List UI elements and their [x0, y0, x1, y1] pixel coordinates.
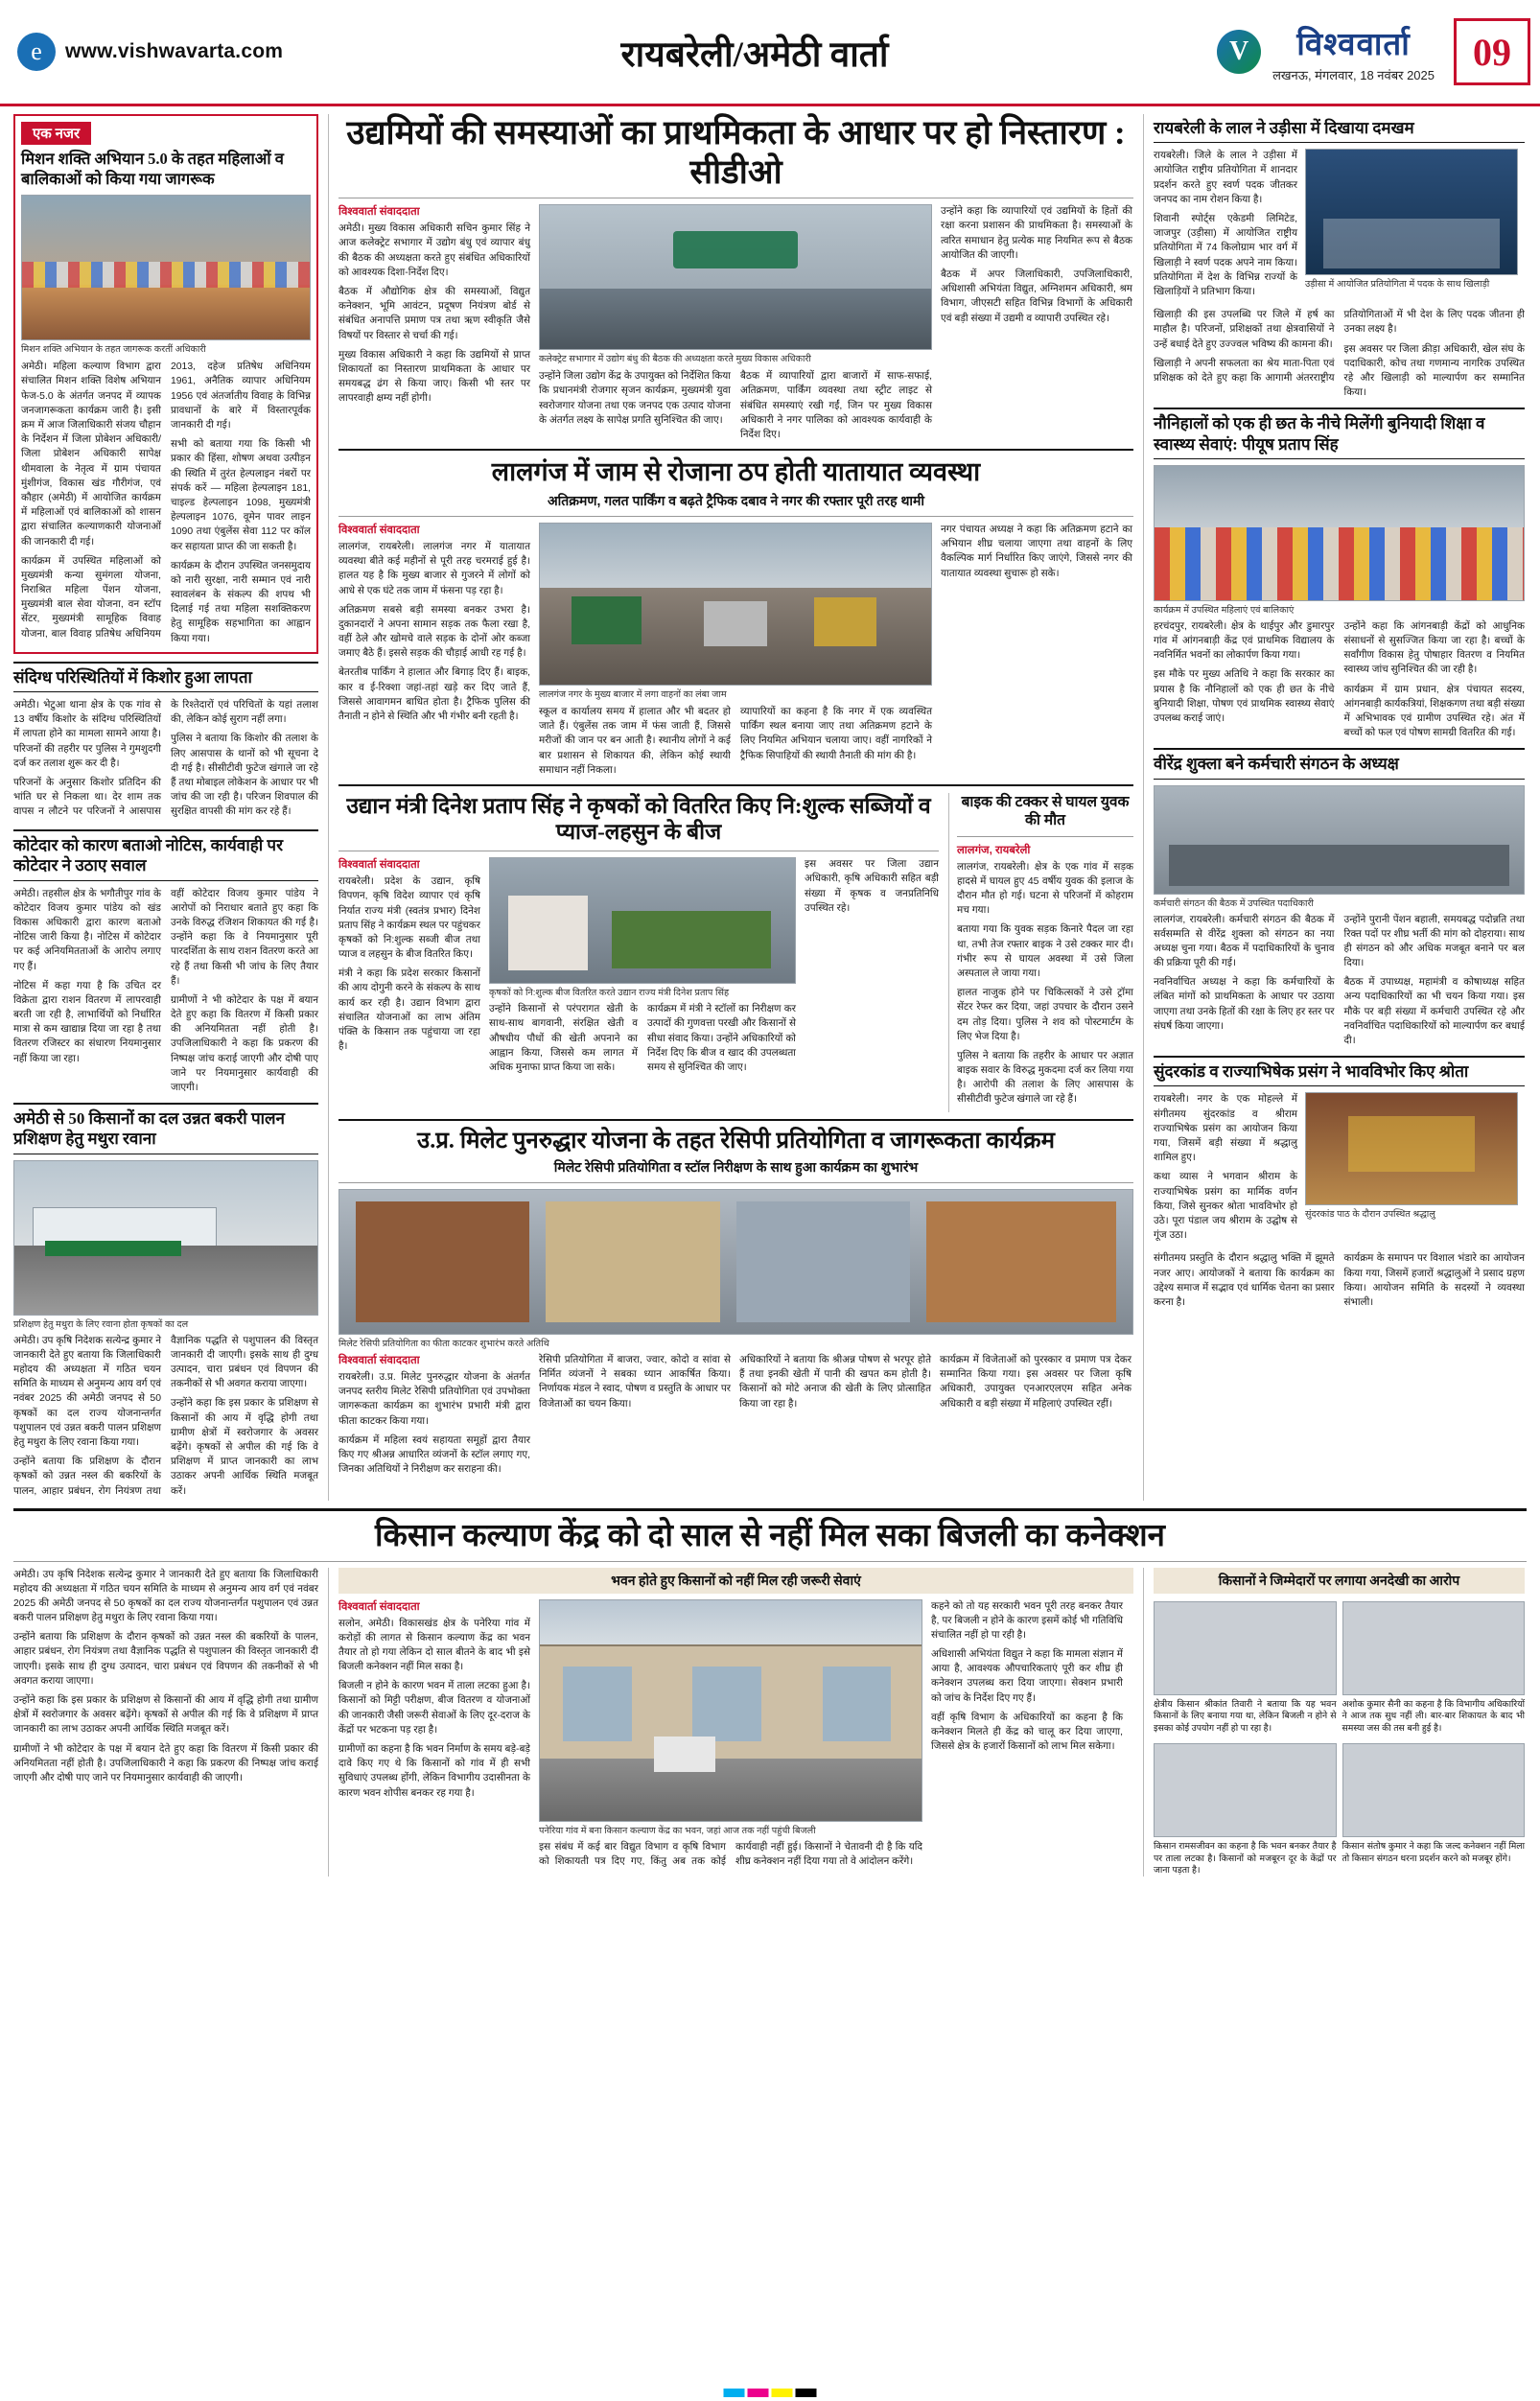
paragraph: इस अवसर पर जिला उद्यान अधिकारी, कृषि अधिकारी सहित बड़ी संख्या में कृषक व जनप्रतिनिधि उपस्थित रहे। — [805, 859, 939, 914]
photo-caption-sports: उड़ीसा में आयोजित प्रतियोगिता में पदक के साथ खिलाड़ी — [1305, 279, 1490, 291]
kisan-col-1 — [338, 1599, 530, 1872]
story-goat-training — [13, 1334, 318, 1502]
paragraph: पुलिस ने बताया कि किशोर की तलाश के लिए आसपास के थानों को भी सूचना दे दी गई है। सीसीटीवी फुटेज खंगाले जा रहे हैं तथा मोबाइल लोकेशन के आधार पर भी जांच की जा रही है। परिजन शिवपाल की सुरक्षित वापसी की मांग कर रहे हैं। — [171, 734, 318, 818]
right-column — [1143, 114, 1525, 1501]
millet-col-4 — [940, 1353, 1132, 1481]
paragraph: उन्होंने किसानों से परंपरागत खेती के साथ-साथ बागवानी, संरक्षित खेती व औषधीय पौधों की खेती अपनाने का आह्वान किया, जिससे कम लागत में अधिक मुनाफा प्राप्त किया जा सके। — [489, 1004, 638, 1073]
headline-bike-accident: बाइक की टक्कर से घायल युवक की मौत — [961, 793, 1130, 829]
paragraph: परिजनों के अनुसार किशोर प्रतिदिन की भांति घर से निकला था। देर शाम तक वापस न लौटने पर परिजनों ने आसपास के रिश्तेदारों एवं परिचितों के यहां तलाश की, लेकिन कोई सुराग नहीं लगा। — [13, 700, 318, 818]
paragraph: हालत नाजुक होने पर चिकित्सकों ने उसे ट्रॉमा सेंटर रेफर कर दिया, जहां उपचार के दौरान उसने दम तोड़ दिया। पुलिस ने शव को पोस्टमार्टम के लिए भेज दिया है। — [957, 988, 1133, 1042]
jam-col-2 — [539, 705, 932, 778]
brand-logo-icon: V — [1217, 30, 1261, 74]
jam-photo-block — [539, 523, 932, 778]
photo-farmer-4 — [1342, 1743, 1526, 1837]
ek-nazar-tag: एक नजर — [21, 122, 91, 145]
paragraph: नोटिस में कहा गया है कि उचित दर विक्रेता द्वारा राशन वितरण में लापरवाही बरती जा रही है, लाभार्थियों को निर्धारित मात्रा से कम खाद्यान्न दिया जा रहा है तथा वितरण रजिस्टर का संधारण नियमानुसार नहीं किया जा रहा। — [13, 980, 161, 1064]
photo-caption-meeting: कलेक्ट्रेट सभागार में उद्योग बंधु की बैठक की अध्यक्षता करते मुख्य विकास अधिकारी — [539, 354, 811, 365]
minister-block — [338, 793, 939, 1112]
odisha-text-rest — [1154, 308, 1525, 400]
page-content — [0, 106, 1540, 1877]
photo-caption-office: कर्मचारी संगठन की बैठक में उपस्थित पदाधिकारी — [1154, 897, 1314, 909]
bottom-left-spill — [13, 1568, 318, 1877]
paragraph: अमेठी। भेटुआ थाना क्षेत्र के एक गांव से 13 वर्षीय किशोर के संदिग्ध परिस्थितियों में लापता होने का मामला सामने आया है। परिजनों की तहरीर पर पुलिस ने गुमशुदगी दर्ज कर तलाश शुरू कर दी है। — [13, 700, 161, 769]
photo-traffic-jam — [539, 523, 932, 686]
bottom-right — [1143, 1568, 1525, 1877]
paragraph: हरचंदपुर, रायबरेली। क्षेत्र के थाईपुर और डुमारपुर गांव में आंगनबाड़ी केंद्र एवं प्राथमिक विद्यालय के नवनिर्मित भवनों का लोकार्पण किया गया। — [1154, 620, 1335, 662]
headline-kisan-kendra: किसान कल्याण केंद्र को दो साल से नहीं मिल सका बिजली का कनेक्शन — [375, 1519, 1165, 1554]
paragraph: बैठक में व्यापारियों द्वारा बाजारों में साफ-सफाई, अतिक्रमण, पार्किंग व्यवस्था तथा स्ट्रीट लाइट से संबंधित समस्याएं रखी गईं, जिन पर मुख्य विकास अधिकारी ने नगर पालिका को आवश्यक कार्यवाही के निर्देश दिए। — [740, 371, 932, 440]
edition-title: रायबरेली/अमेठी वार्ता — [620, 35, 889, 75]
paragraph: उन्होंने पुरानी पेंशन बहाली, समयबद्ध पदोन्नति तथा रिक्त पदों पर शीघ्र भर्ती की मांग को दोहराया। साथ ही संगठन को और अधिक मजबूत बनाने पर बल दिया। — [1343, 914, 1525, 969]
ek-nazar-box — [13, 114, 318, 654]
headline-anganwadi: नौनिहालों को एक ही छत के नीचे मिलेंगी बुनियादी शिक्षा व स्वास्थ्य सेवाएं: पीयूष प्रताप सिंह — [1154, 408, 1525, 459]
photo-sunderkand — [1305, 1092, 1518, 1205]
paragraph: मंत्री ने कहा कि प्रदेश सरकार किसानों की आय दोगुनी करने के संकल्प के साथ कार्य कर रही है। उद्यान विभाग द्वारा संचालित योजनाओं का लाभ अंतिम पंक्ति के किसान तक पहुंचाया जा रहा है। — [338, 968, 480, 1053]
paragraph: सलोन, अमेठी। विकासखंड क्षेत्र के पनेरिया गांव में करोड़ों की लागत से किसान कल्याण केंद्र का भवन तैयार तो हो गया लेकिन दो साल बीतने के बाद भी इसे बिजली कनेक्शन नहीं मिल सका है। — [338, 1618, 530, 1673]
top-band — [13, 114, 1527, 1501]
paragraph: वहीं कृषि विभाग के अधिकारियों का कहना है कि कनेक्शन मिलते ही केंद्र को चालू कर दिया जाएगा, जिससे क्षेत्र के हजारों किसानों को लाभ मिल सकेगा। — [931, 1712, 1123, 1753]
photo-caption-jam: लालगंज नगर के मुख्य बाजार में लगा वाहनों का लंबा जाम — [539, 688, 727, 700]
paragraph: लालगंज, रायबरेली। कर्मचारी संगठन की बैठक में सर्वसम्मति से वीरेंद्र शुक्ला को संगठन का नया अध्यक्ष चुना गया। बैठक में पदाधिकारियों के चुनाव की प्रक्रिया पूरी की गई। — [1154, 914, 1335, 969]
faces-row-1 — [1154, 1601, 1525, 1735]
minister-col-1 — [338, 857, 480, 1080]
photo-minister-seeds — [489, 857, 796, 984]
story-employee-union — [1154, 913, 1525, 1049]
paragraph: उन्होंने कहा कि व्यापारियों एवं उद्यमियों के हितों की रक्षा करना प्रशासन की प्राथमिकता है। समस्याओं के त्वरित समाधान हेतु प्रत्येक माह नियमित रूप से बैठक आयोजित की जाएगी। — [941, 206, 1132, 261]
paragraph: उन्होंने कहा कि इस प्रकार के प्रशिक्षण से किसानों की आय में वृद्धि होगी तथा ग्रामीण क्षेत्रों में स्वरोजगार के अवसर बढ़ेंगे। कृषकों से अपील की गई कि वे प्रशिक्षण में प्राप्त जानकारी का लाभ उठाकर अपनी आर्थिक स्थिति मजबूत करें। — [13, 1695, 318, 1736]
photo-sports-award — [1305, 149, 1518, 275]
face-caption: किसान संतोष कुमार ने कहा कि जल्द कनेक्शन नहीं मिला तो किसान संगठन धरना प्रदर्शन करने को मजबूर होंगे। — [1342, 1841, 1525, 1863]
paragraph: बेतरतीब पार्किंग ने हालात और बिगाड़ दिए हैं। बाइक, कार व ई-रिक्शा जहां-तहां खड़े कर दिए जाते हैं, जिससे आवागमन बाधित होता है। ट्रैफिक पुलिस की तैनाती न होने से स्थिति और भी गंभीर बनी रहती है। — [338, 667, 530, 723]
paragraph: कार्यक्रम में ग्राम प्रधान, क्षेत्र पंचायत सदस्य, आंगनबाड़ी कार्यकत्रियां, शिक्षकगण तथा बड़ी संख्या में अभिभावक एवं ग्रामीण उपस्थित रहे। अंत में बच्चों को फल एवं पोषण सामग्री वितरित की गई। — [1343, 684, 1525, 739]
minister-row — [338, 857, 939, 1080]
paragraph: इस संबंध में कई बार विद्युत विभाग व कृषि विभाग को शिकायती पत्र दिए गए, किंतु अब तक कोई कार्यवाही नहीं हुई। किसानों ने चेतावनी दी है कि यदि शीघ्र कनेक्शन नहीं दिया गया तो वे आंदोलन करेंगे। — [539, 1841, 922, 1867]
photo-udyog-bandhu-meeting — [539, 204, 932, 350]
paragraph: अमेठी। उप कृषि निदेशक सत्येन्द्र कुमार ने जानकारी देते हुए बताया कि जिलाधिकारी महोदय की अध्यक्षता में गठित चयन समिति के माध्यम से अनुमन्य आय वर्ग एवं नवंबर 2025 की अमेठी जनपद से 50 कृषकों का दल राज्य योजनान्तर्गत पशुपालन एवं उन्नत बकरी पालन प्रशिक्षण हेतु मथुरा के लिए रवाना किया गया। — [13, 1569, 318, 1624]
subheadline-millet: मिलेट रेसिपी प्रतियोगिता व स्टॉल निरीक्षण के साथ हुआ कार्यक्रम का शुभारंभ — [553, 1158, 919, 1175]
paragraph: ग्रामीणों ने भी कोटेदार के पक्ष में बयान देते हुए कहा कि वितरण में किसी प्रकार की अनियमितता नहीं होती है। उपजिलाधिकारी ने कहा कि प्रकरण की निष्पक्ष जांच कराई जाएगी और दोषी पाए जाने पर नियमानुसार कार्यवाही की जाएगी। — [13, 1743, 318, 1783]
face-caption: किसान रामसजीवन का कहना है कि भवन बनकर तैयार है पर ताला लटका है। किसानों को मजबूरन दूर के केंद्रों पर जाना पड़ता है। — [1154, 1841, 1337, 1876]
photo-caption-minister: कृषकों को नि:शुल्क बीज वितरित करते उद्यान राज्य मंत्री दिनेश प्रताप सिंह — [489, 988, 730, 999]
paragraph: खिलाड़ी ने अपनी सफलता का श्रेय माता-पिता एवं प्रशिक्षक को देते हुए कहा कि आगामी अंतरराष्ट्रीय प्रतियोगिताओं में भी देश के लिए पदक जीतना ही उनका लक्ष्य है। — [1154, 310, 1525, 384]
paragraph: लालगंज, रायबरेली। लालगंज नगर में यातायात व्यवस्था बीते कई महीनों से पूरी तरह चरमराई हुई है। हालत यह है कि मुख्य बाजार से गुजरने में लोगों को आधे से एक घंटे तक जाम में फंसना पड़ रहा है। — [338, 541, 530, 596]
paragraph: कहने को तो यह सरकारी भवन पूरी तरह बनकर तैयार है, पर बिजली न होने के कारण इसमें कोई भी गतिविधि संचालित नहीं हो पा रही है। — [931, 1600, 1123, 1641]
minister-col-3 — [805, 857, 939, 1080]
sunderkand-photo-block — [1305, 1092, 1518, 1247]
ek-nazar-text — [21, 360, 311, 646]
odisha-text — [1154, 149, 1297, 304]
brand-subline: लखनऊ, मंगलवार, 18 नवंबर 2025 — [1272, 67, 1435, 82]
kisan-row — [338, 1599, 1133, 1872]
millet-col-3 — [739, 1353, 931, 1481]
photo-anganwadi-women — [1154, 465, 1525, 601]
paragraph: खिलाड़ी की इस उपलब्धि पर जिले में हर्ष का माहौल है। परिजनों, प्रशिक्षकों तथा क्षेत्रवासियों ने उन्हें बधाई देते हुए उज्ज्वल भविष्य की कामना की। — [1154, 310, 1335, 350]
photo-caption-millet: मिलेट रेसिपी प्रतियोगिता का फीता काटकर शुभारंभ करते अतिथि — [338, 1338, 549, 1349]
center-column — [328, 114, 1133, 1501]
headline-lalganj-jam: लालगंज में जाम से रोजाना ठप होती यातायात व्यवस्था — [491, 457, 981, 487]
paragraph: अमेठी। महिला कल्याण विभाग द्वारा संचालित मिशन शक्ति विशेष अभियान फेज-5.0 के अंतर्गत जनपद में व्यापक जनजागरूकता कार्यक्रम जारी है। इसी क्रम में आज जिलाधिकारी संजय चौहान के निर्देशन में जिला प्रोबेशन अधिकारी/जिला प्रोबेशन अधिकारी सापेक्ष थीमवाला के नेतृत्व में ग्राम पंचायत मुंशीगंज, विकास खंड गौरीगंज, एवं कौहार (अमेठी) में आयोजित कार्यक्रम में महिलाओं एवं बालिकाओं को शासन द्वारा संचालित कल्याणकारी योजनाओं की जानकारी दी गई। — [21, 361, 161, 548]
photo-farmer-3 — [1154, 1743, 1337, 1837]
paragraph: नवनिर्वाचित अध्यक्ष ने कहा कि कर्मचारियों के लंबित मांगों को प्राथमिकता के आधार पर उठाया जाएगा तथा उनके हितों की रक्षा के लिए हर स्तर पर संघर्ष किया जाएगा। — [1154, 977, 1335, 1032]
paragraph: इस मौके पर मुख्य अतिथि ने कहा कि सरकार का प्रयास है कि नौनिहालों को एक ही छत के नीचे बुनियादी शिक्षा, पोषण एवं प्राथमिक स्वास्थ्य सेवाएं उपलब्ध कराई जाएं। — [1154, 669, 1335, 724]
story-kotedar — [13, 887, 318, 1096]
sunderkand-row — [1154, 1092, 1525, 1247]
paragraph: अधिशासी अभियंता विद्युत ने कहा कि मामला संज्ञान में आया है, आवश्यक औपचारिकताएं पूरी कर शीघ्र ही कनेक्शन उपलब्ध करा दिया जाएगा। सेक्शन प्रभारी को जांच के निर्देश दिए गए हैं। — [931, 1649, 1123, 1704]
paragraph: व्यापारियों का कहना है कि नगर में एक व्यवस्थित पार्किंग स्थल बनाया जाए तथा अतिक्रमण हटाने के लिए नियमित अभियान चलाया जाए। वहीं नागरिकों ने ट्रैफिक सिपाहियों की स्थायी तैनाती की मांग की है। — [740, 706, 932, 761]
jam-col-3 — [941, 523, 1132, 778]
globe-icon: e — [17, 33, 56, 71]
faces-row-2 — [1154, 1743, 1525, 1877]
paragraph: ग्रामीणों का कहना है कि भवन निर्माण के समय बड़े-बड़े दावे किए गए थे कि किसानों को गांव में ही सभी सुविधाएं उपलब्ध होंगी, लेकिन विभागीय उदासीनता के कारण भवन शोपीस बनकर रह गया है। — [338, 1744, 530, 1799]
bike-accident-box — [948, 793, 1133, 1112]
face-card — [1154, 1743, 1337, 1877]
headline-minister-seeds: उद्यान मंत्री दिनेश प्रताप सिंह ने कृषकों को वितरित किए नि:शुल्क सब्जियों व प्याज-लहसुन के बीज — [346, 793, 931, 845]
byline: विश्ववार्ता संवाददाता — [338, 1354, 420, 1366]
photo-kisan-kendra-building — [539, 1599, 922, 1822]
paragraph: सभी को बताया गया कि किसी भी प्रकार की हिंसा, शोषण अथवा उत्पीड़न की स्थिति में तुरंत हेल्पलाइन नंबरों पर संपर्क करें — महिला हेल्पलाइन 181, चाइल्ड हेल्पलाइन 1098, मुख्यमंत्री हेल्पलाइन 1076, वूमेन पावर लाइन 1090 तथा एंबुलेंस सेवा 112 पर कॉल कर सहायता प्राप्त की जा सकती है। — [171, 439, 311, 552]
paragraph: रेसिपी प्रतियोगिता में बाजरा, ज्वार, कोदो व सांवा से निर्मित व्यंजनों ने सबका ध्यान आकर्षित किया। निर्णायक मंडल ने स्वाद, पोषण व प्रस्तुति के आधार पर विजेताओं का चयन किया। — [539, 1354, 731, 1410]
photo-caption-sunderkand: सुंदरकांड पाठ के दौरान उपस्थित श्रद्धालु — [1305, 1209, 1435, 1221]
paragraph: बैठक में औद्योगिक क्षेत्र की समस्याओं, विद्युत कनेक्शन, भूमि आवंटन, प्रदूषण नियंत्रण बोर्ड से संबंधित अनापत्ति प्रमाण पत्र तथा ऋण स्वीकृति जैसे विषयों पर विस्तार से चर्चा की गई। — [338, 286, 530, 341]
page-number: 09 — [1454, 18, 1530, 85]
paragraph: अधिकारियों ने बताया कि श्रीअन्न पोषण से भरपूर होते हैं तथा इनकी खेती में पानी की खपत कम होती है। किसानों को मोटे अनाज की खेती के लिए प्रोत्साहित किया जा रहा है। — [739, 1354, 931, 1410]
lead-photo-block — [539, 204, 932, 442]
paragraph: उन्होंने कहा कि इस प्रकार के प्रशिक्षण से किसानों की आय में वृद्धि होगी तथा ग्रामीण क्षेत्रों में स्वरोजगार के अवसर बढ़ेंगे। कृषकों से अपील की गई कि वे प्रशिक्षण में प्राप्त जानकारी का लाभ उठाकर अपनी आर्थिक स्थिति मजबूत करें। — [171, 1398, 318, 1497]
minister-photo-block — [489, 857, 796, 1080]
photo-mission-shakti — [21, 195, 311, 340]
paragraph: कार्यक्रम में विजेताओं को पुरस्कार व प्रमाण पत्र देकर सम्मानित किया गया। इस अवसर पर जिला कृषि अधिकारी, उपायुक्त एनआरएलएम सहित अनेक अधिकारी व बड़ी संख्या में महिलाएं उपस्थित रहीं। — [940, 1354, 1132, 1410]
paragraph: अतिक्रमण सबसे बड़ी समस्या बनकर उभरा है। दुकानदारों ने अपना सामान सड़क तक फैला रखा है, वहीं ठेले और खोमचे वाले सड़क के दोनों ओर कब्जा जमाए बैठे हैं। इससे सड़क की चौड़ाई आधी रह गई है। — [338, 604, 530, 660]
kisan-col-2 — [539, 1840, 922, 1872]
paragraph: वहीं कोटेदार विजय कुमार पांडेय ने आरोपों को निराधार बताते हुए कहा कि उनके विरुद्ध रंजिशन शिकायत की गई है। उन्होंने कहा कि वे नियमानुसार पूरी पारदर्शिता के साथ राशन वितरण करते आ रहे हैं तथा किसी भी जांच के लिए तैयार हैं। — [171, 888, 318, 987]
story-lalganj-row — [338, 523, 1133, 778]
paragraph: रायबरेली। उ.प्र. मिलेट पुनरुद्धार योजना के अंतर्गत जनपद स्तरीय मिलेट रेसिपी प्रतियोगिता एवं उपभोक्ता जागरूकता कार्यक्रम का शुभारंभ प्रभारी मंत्री द्वारा फीता काटकर किया गया। — [338, 1371, 530, 1427]
odisha-photo-block — [1305, 149, 1518, 304]
left-column — [13, 114, 318, 1501]
masthead-right — [1080, 18, 1540, 85]
paragraph: कथा व्यास ने भगवान श्रीराम के राज्याभिषेक प्रसंग का मार्मिक वर्णन किया, जिसे सुनकर श्रोता भावविभोर हो उठे। पूरा पंडाल जय श्रीराम के उद्घोष से गूंज उठा। — [1154, 1172, 1297, 1242]
headline-kotedar-notice: कोटेदार को कारण बताओ नोटिस, कार्यवाही पर कोटेदार ने उठाए सवाल — [13, 829, 318, 881]
lead-col-1 — [338, 204, 530, 442]
bottom-row — [13, 1568, 1527, 1877]
kisan-subbar: भवन होते हुए किसानों को नहीं मिल रही जरूरी सेवाएं — [338, 1568, 1133, 1594]
masthead-center — [430, 28, 1080, 77]
photo-caption-mission: मिशन शक्ति अभियान के तहत जागरूक करतीं अधिकारी — [21, 344, 206, 356]
photo-caption-women: कार्यक्रम में उपस्थित महिलाएं एवं बालिकाएं — [1154, 604, 1295, 616]
headline-employee-union: वीरेंद्र शुक्ला बने कर्मचारी संगठन के अध्यक्ष — [1154, 748, 1525, 779]
paragraph: उन्होंने कहा कि आंगनबाड़ी केंद्रों को आधुनिक संसाधनों से सुसज्जित किया जा रहा है। बच्चों के सर्वांगीण विकास हेतु पोषाहार वितरण व नियमित स्वास्थ्य जांच सुनिश्चित की जा रही है। — [1343, 620, 1525, 676]
site-url[interactable]: www.vishwavarta.com — [65, 40, 284, 62]
face-caption: क्षेत्रीय किसान श्रीकांत तिवारी ने बताया कि यह भवन किसानों के लिए बनाया गया था, लेकिन बिजली न होने से इसका कोई उपयोग नहीं हो पा रहा है। — [1154, 1698, 1337, 1733]
paragraph: कार्यक्रम में मंत्री ने स्टॉलों का निरीक्षण कर उत्पादों की गुणवत्ता परखी और किसानों से सीधा संवाद किया। उन्होंने अधिकारियों को निर्देश दिए कि बीज व खाद की उपलब्धता समय से सुनिश्चित की जाए। — [647, 1004, 796, 1073]
headline-goat-training: अमेठी से 50 किसानों का दल उन्नत बकरी पालन प्रशिक्षण हेतु मथुरा रवाना — [13, 1103, 318, 1154]
paragraph: उन्होंने बताया कि प्रशिक्षण के दौरान कृषकों को उन्नत नस्ल की बकरियों के पालन, आहार प्रबंधन, रोग नियंत्रण तथा वैज्ञानिक पद्धति से पशुपालन की विस्तृत जानकारी दी जाएगी। इसके साथ ही दुग्ध उत्पादन, चारा प्रबंधन एवं विपणन की तकनीकों से भी अवगत कराया जाएगा। — [13, 1335, 318, 1497]
odisha-row — [1154, 149, 1525, 304]
paragraph: उन्होंने बताया कि प्रशिक्षण के दौरान कृषकों को उन्नत नस्ल की बकरियों के पालन, आहार प्रबंधन, रोग नियंत्रण तथा वैज्ञानिक पद्धति से पशुपालन की विस्तृत जानकारी दी जाएगी। इसके साथ ही दुग्ध उत्पादन, चारा प्रबंधन एवं विपणन की तकनीकों से भी अवगत कराया जाएगा। — [13, 1632, 318, 1687]
byline: लालगंज, रायबरेली — [957, 844, 1031, 856]
lead-headline: उद्यमियों की समस्याओं का प्राथमिकता के आधार पर हो निस्तारण : सीडीओ — [346, 114, 1126, 191]
paragraph: कार्यक्रम के दौरान उपस्थित जनसमुदाय को नारी सुरक्षा, नारी सम्मान एवं नारी स्वावलंबन के संकल्प की शपथ भी दिलाई गई तथा महिला सशक्तिकरण हेतु सामूहिक सहभागिता का आह्वान किया गया। — [171, 560, 311, 644]
lead-col-3 — [941, 204, 1132, 442]
photo-union-meeting — [1154, 785, 1525, 895]
brand-block — [1272, 21, 1435, 83]
millet-col-2 — [539, 1353, 731, 1481]
minister-col-2 — [489, 1002, 796, 1080]
jam-col-1 — [338, 523, 530, 778]
masthead-left — [0, 33, 430, 71]
paragraph: बिजली न होने के कारण भवन में ताला लटका हुआ है। किसानों को मिट्टी परीक्षण, बीज वितरण व योजनाओं की जानकारी जैसी जरूरी सेवाओं के लिए दूर-दराज के केंद्रों पर भटकना पड़ रहा है। — [338, 1681, 530, 1736]
millet-col-1 — [338, 1353, 530, 1481]
paragraph: ग्रामीणों ने भी कोटेदार के पक्ष में बयान देते हुए कहा कि वितरण में किसी प्रकार की अनियमितता नहीं होती है। उपजिलाधिकारी ने कहा कि प्रकरण की निष्पक्ष जांच कराई जाएगी और दोषी पाए जाने पर नियमानुसार कार्यवाही की जाएगी। — [171, 994, 318, 1093]
paragraph: रायबरेली। नगर के एक मोहल्ले में संगीतमय सुंदरकांड व श्रीराम राज्याभिषेक प्रसंग का आयोजन किया गया, जिसमें बड़ी संख्या में श्रद्धालु शामिल हुए। — [1154, 1094, 1297, 1164]
photo-millet-event — [338, 1189, 1133, 1335]
bottom-center — [328, 1568, 1133, 1877]
kisan-photo-block — [539, 1599, 922, 1872]
paragraph: मुख्य विकास अधिकारी ने कहा कि उद्यमियों से प्राप्त शिकायतों का निस्तारण प्राथमिकता के आधार पर समयबद्ध ढंग से किया जाए। किसी भी स्तर पर लापरवाही क्षम्य नहीं होगी। — [338, 349, 530, 405]
paragraph: बैठक में अपर जिलाधिकारी, उपजिलाधिकारी, अधिशासी अभियंता विद्युत, अग्निशमन अधिकारी, श्रम विभाग, जीएसटी सहित विभिन्न विभागों के अधिकारी एवं बड़ी संख्या में उद्यमी व व्यापारी उपस्थित रहे। — [941, 268, 1132, 324]
kisan-col-3 — [931, 1599, 1123, 1872]
minister-and-bike-row — [338, 793, 1133, 1112]
headline-millet: उ.प्र. मिलेट पुनरुद्धार योजना के तहत रेसिपी प्रतियोगिता व जागरूकता कार्यक्रम — [417, 1128, 1055, 1154]
subheadline-lalganj-jam: अतिक्रमण, गलत पार्किंग व बढ़ते ट्रैफिक दबाव ने नगर की रफ्तार पूरी तरह थामी — [547, 492, 925, 508]
photo-caption-bhavan: पनेरिया गांव में बना किसान कल्याण केंद्र का भवन, जहां आज तक नहीं पहुंची बिजली — [539, 1825, 816, 1836]
paragraph: स्कूल व कार्यालय समय में हालात और भी बदतर हो जाते हैं। एंबुलेंस तक जाम में फंस जाती हैं, जिससे मरीजों की जान पर बन आती है। स्थानीय लोगों ने कई बार प्रशासन से शिकायत की, लेकिन कोई स्थायी समाधान नहीं निकला। — [539, 706, 731, 776]
byline: विश्ववार्ता संवाददाता — [338, 1600, 420, 1613]
face-card — [1342, 1601, 1526, 1735]
bottom-divider — [13, 1508, 1527, 1511]
headline-odisha-medal: रायबरेली के लाल ने उड़ीसा में दिखाया दमखम — [1154, 114, 1525, 143]
paragraph: अमेठी। उप कृषि निदेशक सत्येन्द्र कुमार ने जानकारी देते हुए बताया कि जिलाधिकारी महोदय की अध्यक्षता में गठित चयन समिति के माध्यम से अनुमन्य आय वर्ग एवं नवंबर 2025 की अमेठी जनपद से 50 कृषकों का दल राज्य योजनान्तर्गत पशुपालन एवं उन्नत बकरी पालन प्रशिक्षण हेतु मथुरा के लिए रवाना किया गया। — [13, 1335, 161, 1448]
paragraph: इस अवसर पर जिला क्रीड़ा अधिकारी, खेल संघ के पदाधिकारी, कोच तथा गणमान्य नागरिक उपस्थित रहे और खिलाड़ी को माल्यार्पण कर सम्मानित किया। — [1343, 343, 1525, 399]
brand-name: विश्ववार्ता — [1296, 27, 1411, 62]
face-card — [1154, 1601, 1337, 1735]
paragraph: संगीतमय प्रस्तुति के दौरान श्रद्धालु भक्ति में झूमते नजर आए। आयोजकों ने बताया कि कार्यक्रम का उद्देश्य समाज में सद्भाव एवं धार्मिक चेतना का प्रसार करना है। — [1154, 1253, 1335, 1308]
paragraph: कार्यक्रम के समापन पर विशाल भंडारे का आयोजन किया गया, जिसमें हजारों श्रद्धालुओं ने प्रसाद ग्रहण किया। आयोजन समिति के सदस्यों ने व्यवस्था संभाली। — [1343, 1253, 1525, 1308]
paragraph: पुलिस ने बताया कि तहरीर के आधार पर अज्ञात बाइक सवार के विरुद्ध मुकदमा दर्ज कर लिया गया है। आरोपी की तलाश के लिए आसपास के सीसीटीवी फुटेज खंगाले जा रहे हैं। — [957, 1050, 1133, 1106]
paragraph: शिवानी स्पोर्ट्स एकेडमी लिमिटेड, जाजपुर (उड़ीसा) में आयोजित राष्ट्रीय प्रतियोगिता में 74 किलोग्राम भार वर्ग में खिलाड़ी ने स्वर्ण पदक अपने नाम किया। प्रतियोगिता में देश के विभिन्न राज्यों के खिलाड़ियों ने प्रतिभाग किया। — [1154, 214, 1297, 297]
photo-bus-departure — [13, 1160, 318, 1316]
paragraph: अमेठी। तहसील क्षेत्र के भगौतीपुर गांव के कोटेदार विजय कुमार पांडेय को खंड विकास अधिकारी द्वारा कारण बताओ नोटिस जारी किया है। नोटिस में कोटेदार पर कई अनियमितताओं के आरोप लगाए गए हैं। — [13, 888, 161, 972]
photo-farmer-2 — [1342, 1601, 1526, 1695]
face-caption: अशोक कुमार सैनी का कहना है कि विभागीय अधिकारियों ने आज तक सुध नहीं ली। बार-बार शिकायत के बाद भी समस्या जस की तस बनी हुई है। — [1342, 1698, 1525, 1733]
byline: विश्ववार्ता संवाददाता — [338, 859, 420, 872]
story-anganwadi — [1154, 619, 1525, 741]
story-missing-teen — [13, 698, 318, 822]
lead-col-2 — [539, 369, 932, 442]
paragraph: कार्यक्रम में महिला स्वयं सहायता समूहों द्वारा तैयार किए गए श्रीअन्न आधारित व्यंजनों के स्टॉल लगाए गए, जिनका अतिथियों ने निरीक्षण कर सराहना की। — [338, 1434, 530, 1476]
millet-text-row — [338, 1353, 1133, 1481]
byline: विश्ववार्ता संवाददाता — [338, 524, 420, 536]
byline: विश्ववार्ता संवाददाता — [338, 206, 420, 219]
sunderkand-text — [1154, 1092, 1297, 1247]
paragraph: कार्यक्रम में उपस्थित महिलाओं को मुख्यमंत्री कन्या सुमंगला योजना, निराश्रित महिला पेंशन योजना, मुख्यमंत्री बाल सेवा योजना, वन स्टॉप सेंटर, मुख्यमंत्री सामूहिक विवाह योजना, बाल विवाह प्रतिषेध अधिनियम 2013, दहेज प्रतिषेध अधिनियम 1961, अनैतिक व्यापार अधिनियम 1956 एवं अंतर्जातीय विवाह के विभिन्न प्रावधानों के बारे में विस्तारपूर्वक जानकारी दी गई। — [21, 361, 311, 640]
paragraph: बैठक में उपाध्यक्ष, महामंत्री व कोषाध्यक्ष सहित अन्य पदाधिकारियों का भी चयन किया गया। इस मौके पर बड़ी संख्या में कर्मचारी उपस्थित रहे और नवनिर्वाचित पदाधिकारियों को माल्यार्पण कर बधाई दी। — [1343, 977, 1525, 1046]
sunderkand-rest — [1154, 1251, 1525, 1315]
paragraph: उन्होंने जिला उद्योग केंद्र के उपायुक्त को निर्देशित किया कि प्रधानमंत्री रोजगार सृजन कार्यक्रम, मुख्यमंत्री युवा स्वरोजगार योजना तथा एक जनपद एक उत्पाद योजना के अंतर्गत लक्ष्य के सापेक्ष प्रगति सुनिश्चित की जाए। — [539, 371, 731, 426]
photo-farmer-1 — [1154, 1601, 1337, 1695]
paragraph: नगर पंचायत अध्यक्ष ने कहा कि अतिक्रमण हटाने का अभियान शीघ्र चलाया जाएगा तथा वाहनों के लिए वैकल्पिक मार्ग निर्धारित किए जाएंगे, जिससे नगर की यातायात व्यवस्था सुचारू हो सके। — [941, 524, 1132, 579]
paragraph: अमेठी। मुख्य विकास अधिकारी सचिन कुमार सिंह ने आज कलेक्ट्रेट सभागार में उद्योग बंधु एवं व्यापार बंधु की बैठक की अध्यक्षता करते हुए संबंधित अधिकारियों को आवश्यक दिशा-निर्देश दिए। — [338, 223, 530, 278]
paragraph: लालगंज, रायबरेली। क्षेत्र के एक गांव में सड़क हादसे में घायल हुए 45 वर्षीय युवक की इलाज के दौरान मौत हो गई। घटना से परिजनों में कोहराम मच गया। — [957, 861, 1133, 917]
headline-missing-teen: संदिग्ध परिस्थितियों में किशोर हुआ लापता — [13, 662, 318, 692]
cmyk-registration-marks — [724, 2389, 817, 2397]
paragraph: रायबरेली। प्रदेश के उद्यान, कृषि विपणन, कृषि विदेश व्यापार एवं कृषि निर्यात राज्य मंत्री (स्वतंत्र प्रभार) दिनेश प्रताप सिंह ने कार्यक्रम स्थल पर पहुंचकर कृषकों को नि:शुल्क सब्जी बीज तथा प्याज व लहसुन के बीज वितरित किए। — [338, 876, 480, 961]
face-card — [1342, 1743, 1526, 1877]
masthead — [0, 0, 1540, 106]
faces-bar: किसानों ने जिम्मेदारों पर लगाया अनदेखी का आरोप — [1154, 1568, 1525, 1594]
ek-nazar-headline: मिशन शक्ति अभियान 5.0 के तहत महिलाओं व बालिकाओं को किया गया जागरूक — [21, 150, 284, 188]
headline-sunderkand: सुंदरकांड व राज्याभिषेक प्रसंग ने भावविभोर किए श्रोता — [1154, 1056, 1525, 1086]
lead-story-row — [338, 204, 1133, 442]
photo-caption-bus: प्रशिक्षण हेतु मथुरा के लिए रवाना होता कृषकों का दल — [13, 1318, 189, 1330]
paragraph: बताया गया कि युवक सड़क किनारे पैदल जा रहा था, तभी तेज रफ्तार बाइक ने उसे टक्कर मार दी। गंभीर रूप से घायल अवस्था में उसे जिला अस्पताल ले जाया गया। — [957, 924, 1133, 979]
paragraph: रायबरेली। जिले के लाल ने उड़ीसा में आयोजित राष्ट्रीय प्रतियोगिता में शानदार प्रदर्शन करते हुए स्वर्ण पदक जीतकर जनपद का नाम रोशन किया है। — [1154, 151, 1297, 205]
